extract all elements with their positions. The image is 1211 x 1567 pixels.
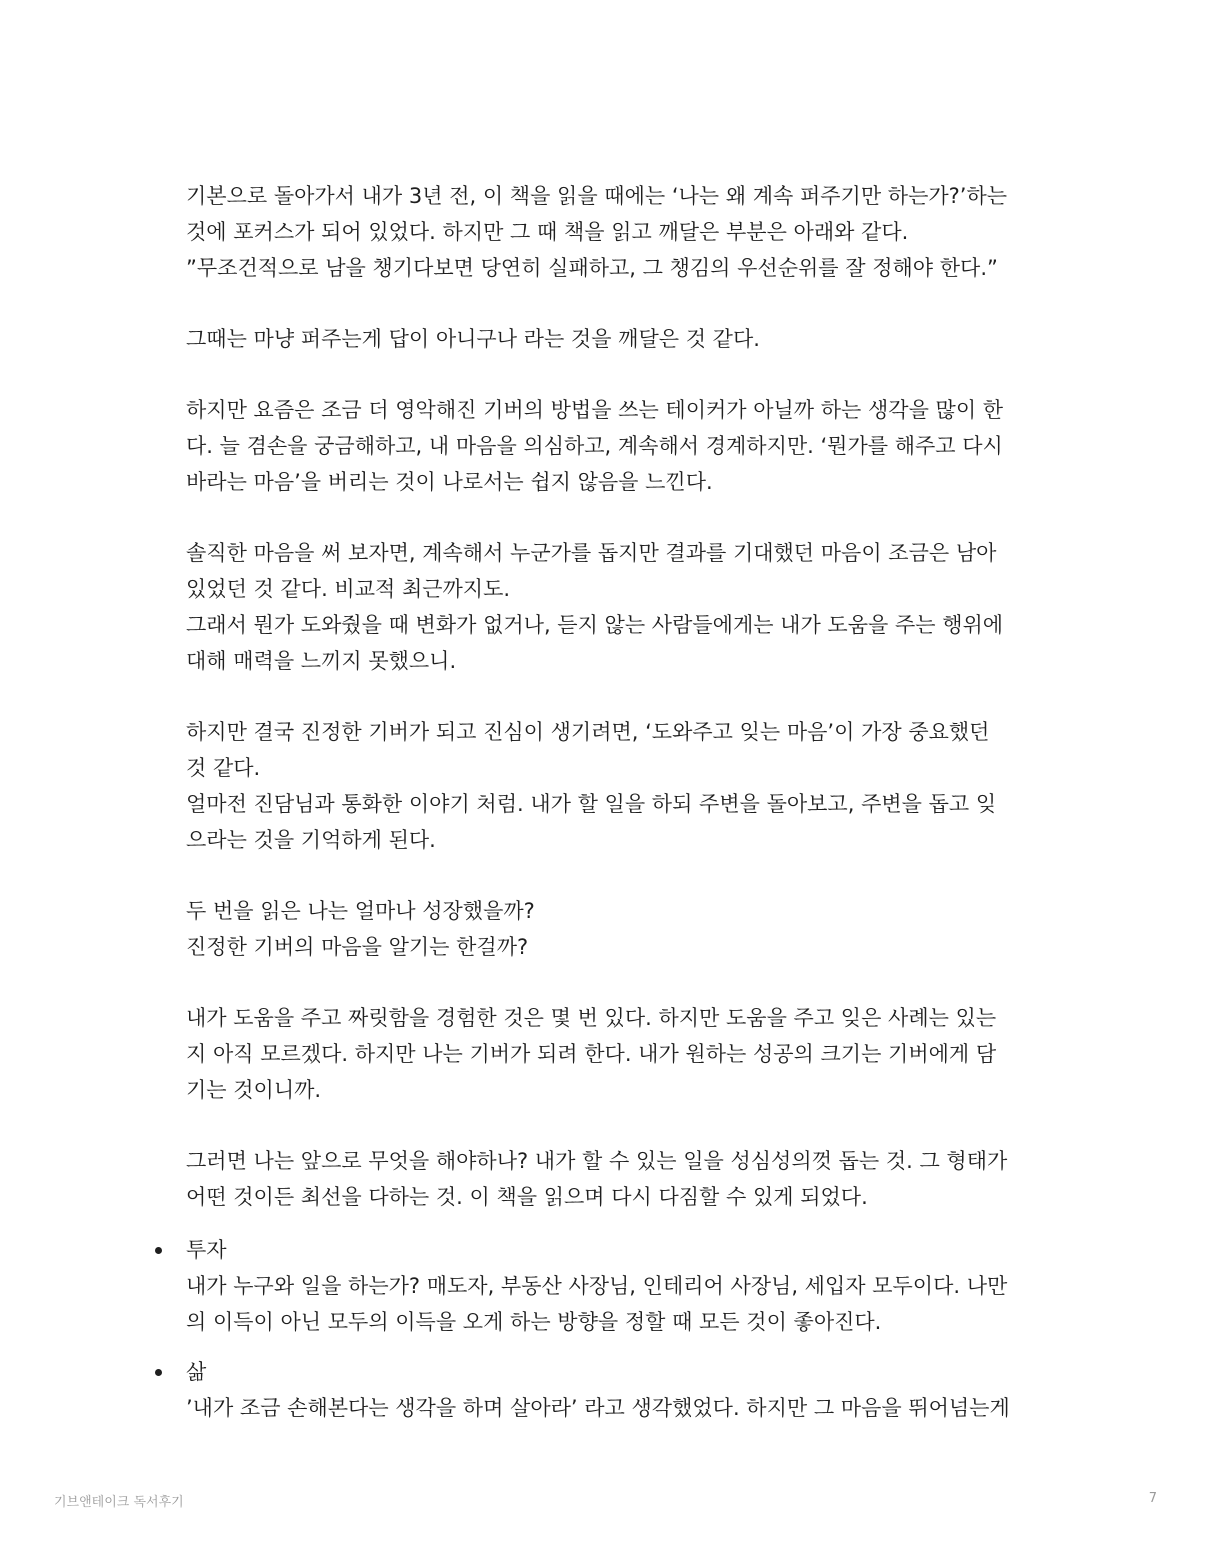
list-item bbox=[186, 1232, 1071, 1340]
bullet-list bbox=[186, 1232, 1071, 1426]
list-item bbox=[186, 1354, 1071, 1426]
paragraph: 그때는 마냥 퍼주는게 답이 아니구나 라는 것을 깨달은 것 같다. bbox=[186, 327, 760, 351]
bullet-text: 내가 누구와 일을 하는가? 매도자, 부동산 사장님, 인테리어 사장님, 세입자 모두이다. 나만 의 이득이 아닌 모두의 이득을 오게 하는 방향을 정할 때 모든 것이 좋아진다. bbox=[186, 1274, 1008, 1334]
paragraph: 두 번을 읽은 나는 얼마나 성장했을까? 진정한 기버의 마음을 알기는 한걸까? bbox=[186, 899, 535, 959]
bullet-title: 삶 bbox=[186, 1360, 207, 1384]
paragraph: 솔직한 마음을 써 보자면, 계속해서 누군가를 돕지만 결과를 기대했던 마음이 조금은 남아 있었던 것 같다. 비교적 최근까지도. 그래서 뭔가 도와줬을 때 변화가 없거나, 듣지 않는 사람들에게는 내가 도움을 주는 행위에 대해 매력을 느끼지 못했으니. bbox=[186, 541, 1004, 673]
bullet-text: ’내가 조금 손해본다는 생각을 하며 살아라’ 라고 생각했었다. 하지만 그 마음을 뛰어넘는게 bbox=[186, 1396, 1010, 1420]
paragraph: 하지만 결국 진정한 기버가 되고 진심이 생기려면, ‘도와주고 잊는 마음’이 가장 중요했던 것 같다. 얼마전 진담님과 통화한 이야기 처럼. 내가 할 일을 하되 주변을 돌아보고, 주변을 돕고 잊 으라는 것을 기억하게 된다. bbox=[186, 720, 997, 852]
page-number: 7 bbox=[1148, 1491, 1157, 1506]
footer-document-title: 기브앤테이크 독서후기 bbox=[54, 1495, 184, 1510]
bullet-dot-icon bbox=[155, 1247, 162, 1254]
document-body bbox=[186, 178, 1071, 1440]
paragraph: 기본으로 돌아가서 내가 3년 전, 이 책을 읽을 때에는 ‘나는 왜 계속 퍼주기만 하는가?’하는 것에 포커스가 되어 있었다. 하지만 그 때 책을 읽고 깨달은 부분은 아래와 같다. ”무조건적으로 남을 챙기다보면 당연히 실패하고, 그 챙김의 우선순위를 잘 정해야 한다.” bbox=[186, 184, 1008, 280]
bullet-title: 투자 bbox=[186, 1238, 227, 1262]
paragraph: 그러면 나는 앞으로 무엇을 해야하나? 내가 할 수 있는 일을 성심성의껏 돕는 것. 그 형태가 어떤 것이든 최선을 다하는 것. 이 책을 읽으며 다시 다짐할 수 있게 되었다. bbox=[186, 1149, 1008, 1209]
paragraph: 내가 도움을 주고 짜릿함을 경험한 것은 몇 번 있다. 하지만 도움을 주고 잊은 사례는 있는 지 아직 모르겠다. 하지만 나는 기버가 되려 한다. 내가 원하는 성공의 크기는 기버에게 담 기는 것이니까. bbox=[186, 1006, 997, 1102]
paragraph: 하지만 요즘은 조금 더 영악해진 기버의 방법을 쓰는 테이커가 아닐까 하는 생각을 많이 한 다. 늘 겸손을 궁금해하고, 내 마음을 의심하고, 계속해서 경계하지만. ‘뭔가를 해주고 다시 바라는 마음’을 버리는 것이 나로서는 쉽지 않음을 느낀다. bbox=[186, 398, 1004, 494]
bullet-dot-icon bbox=[155, 1369, 162, 1376]
